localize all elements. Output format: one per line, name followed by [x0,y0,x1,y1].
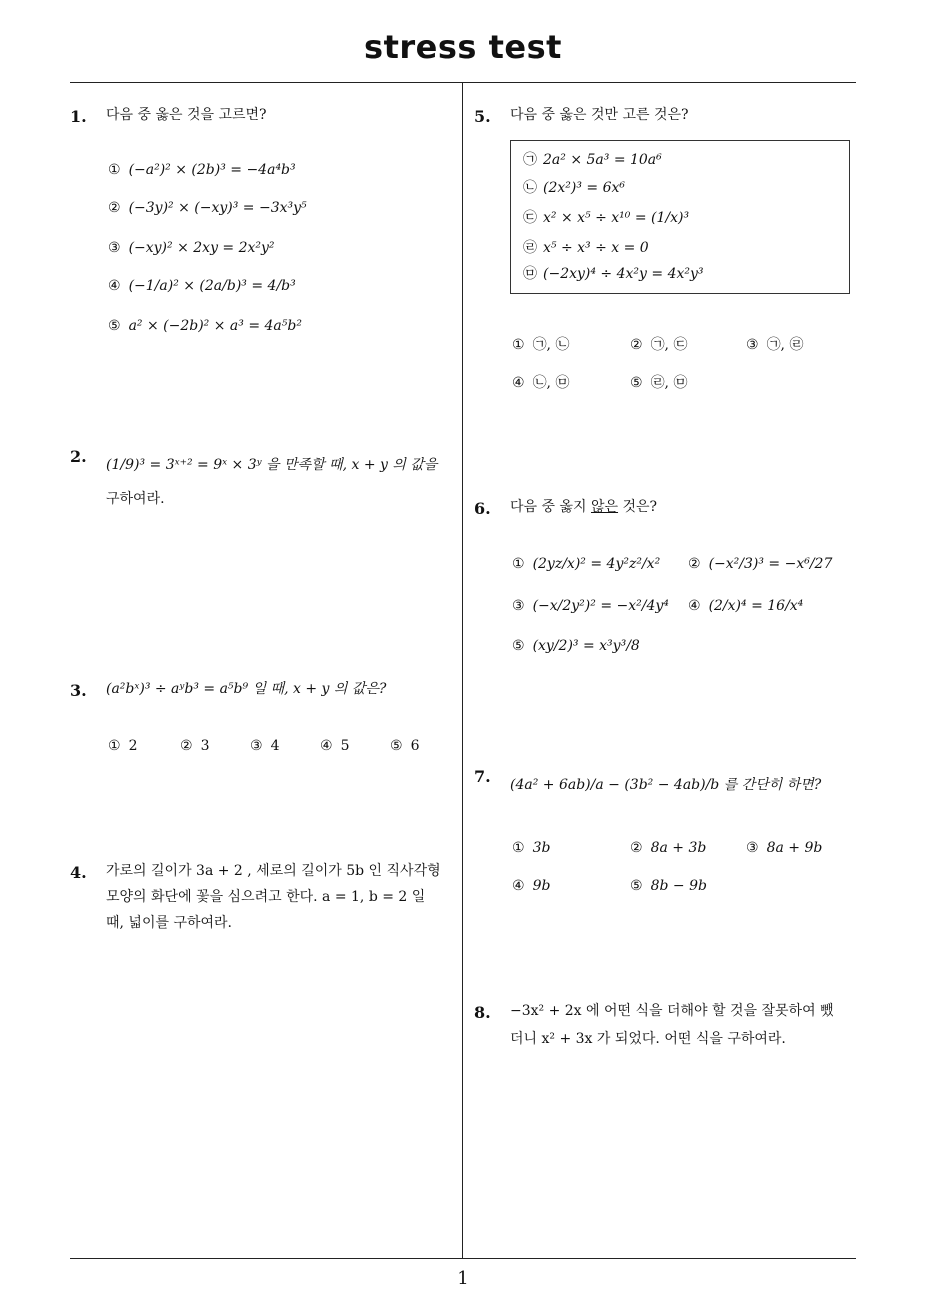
question-number: 6. [474,499,491,518]
option-value: 9b [532,878,551,894]
question-text-line-1: (1/9)³ = 3ˣ⁺² = 9ˣ × 3ʸ 을 만족할 때, x + y 의 값을 [106,457,438,473]
option-expression: (−3y)² × (−xy)³ = −3x³y⁵ [128,200,307,216]
q5-option-1[interactable] [512,334,569,354]
question-text-line-3: 때, 넓이를 구하여라. [106,915,232,931]
question-text: (4a² + 6ab)/a − (3b² − 4ab)/b 를 간단히 하면? [510,777,822,793]
q7-option-4[interactable] [512,878,550,894]
statement-4 [523,237,649,257]
question-number: 1. [70,107,87,126]
option-value: ㉡, ㉤ [532,375,570,391]
option-marker: ④ [320,738,333,754]
q6-option-4[interactable] [688,598,803,614]
q5-option-5[interactable] [630,372,687,392]
option-marker: ① [108,738,121,754]
statement-marker: ㉣ [523,240,537,256]
option-marker: ④ [512,375,525,391]
question-text-post: 것은? [618,499,658,515]
option-expression: (−xy)² × 2xy = 2x²y² [128,240,275,256]
statement-5 [523,263,704,283]
option-marker: ④ [108,278,121,294]
question-text-line-1: −3x² + 2x 에 어떤 식을 더해야 할 것을 잘못하여 뺐 [510,1003,834,1019]
option-marker: ① [512,337,525,353]
statement-expression: x² × x⁵ ÷ x¹⁰ = (1/x)³ [543,210,690,226]
option-expression: (xy/2)³ = x³y³/8 [532,638,640,654]
statement-marker: ㉠ [523,152,537,168]
statement-expression: (−2xy)⁴ ÷ 4x²y = 4x²y³ [543,266,704,282]
q5-option-2[interactable] [630,334,687,354]
option-value: 2 [128,738,138,754]
q1-option-1[interactable] [108,162,296,178]
q5-option-3[interactable] [746,334,803,354]
option-marker: ① [512,840,525,856]
option-marker: ⑤ [630,878,643,894]
option-value: 3b [532,840,551,856]
option-value: 8a + 9b [766,840,823,856]
statement-1 [523,149,662,169]
top-rule [70,82,856,83]
option-marker: ③ [746,337,759,353]
option-value: 8b − 9b [650,878,707,894]
option-marker: ② [108,200,121,216]
q6-option-3[interactable] [512,598,669,614]
option-expression: (−x/2y²)² = −x²/4y⁴ [532,598,669,614]
option-marker: ② [688,556,701,572]
question-text-line-1: 가로의 길이가 3a + 2 , 세로의 길이가 5b 인 직사각형 [106,863,441,879]
option-marker: ⑤ [512,638,525,654]
question-1 [70,104,460,124]
option-marker: ③ [108,240,121,256]
question-number: 3. [70,681,87,700]
option-marker: ⑤ [108,318,121,334]
question-8 [474,1000,864,1060]
question-number: 7. [474,767,491,786]
emphasis-not: 않은 [590,499,619,515]
q7-option-3[interactable] [746,840,822,856]
question-6 [474,496,864,516]
page-number: 1 [457,1268,469,1289]
option-expression: (−a²)² × (2b)³ = −4a⁴b³ [128,162,296,178]
question-text-pre: 다음 중 옳지 [510,499,591,515]
question-7 [474,764,864,804]
option-expression: (−1/a)² × (2a/b)³ = 4/b³ [128,278,296,294]
question-2 [70,444,460,507]
option-marker: ③ [746,840,759,856]
option-marker: ⑤ [630,375,643,391]
option-marker: ② [630,337,643,353]
option-value: 8a + 3b [650,840,707,856]
statement-marker: ㉤ [523,266,537,282]
option-value: ㉠, ㉣ [766,337,804,353]
statement-3 [523,207,689,227]
option-marker: ⑤ [390,738,403,754]
q3-option-2[interactable] [180,738,209,754]
statement-expression: x⁵ ÷ x³ ÷ x = 0 [543,240,649,256]
option-expression: a² × (−2b)² × a³ = 4a⁵b² [128,318,302,334]
option-marker: ④ [512,878,525,894]
question-number: 5. [474,107,491,126]
option-marker: ② [630,840,643,856]
q3-option-3[interactable] [250,738,279,754]
statement-marker: ㉡ [523,180,537,196]
option-expression: (−x²/3)³ = −x⁶/27 [708,556,833,572]
option-value: 5 [340,738,350,754]
question-number: 2. [70,447,87,466]
q3-option-4[interactable] [320,738,349,754]
question-text: 다음 중 옳은 것만 고른 것은? [510,107,689,123]
bottom-rule [70,1258,856,1259]
option-marker: ① [108,162,121,178]
question-3 [70,678,460,698]
q1-option-2[interactable] [108,200,307,216]
question-text-line-2: 모양의 화단에 꽃을 심으려고 한다. a = 1, b = 2 일 [106,889,426,905]
q7-option-1[interactable] [512,840,550,856]
q3-option-1[interactable] [108,738,137,754]
question-number: 8. [474,1003,491,1022]
statement-expression: 2a² × 5a³ = 10a⁶ [543,152,662,168]
option-value: 4 [270,738,280,754]
q6-option-5[interactable] [512,638,640,654]
option-value: ㉠, ㉢ [650,337,688,353]
statement-marker: ㉢ [523,210,537,226]
statement-expression: (2x²)³ = 6x⁶ [543,180,625,196]
question-text [510,496,657,518]
question-text-line-2: 더니 x² + 3x 가 되었다. 어떤 식을 구하여라. [510,1031,786,1047]
column-divider [462,82,463,1259]
option-value: 6 [410,738,420,754]
option-value: 3 [200,738,210,754]
statement-2 [523,177,625,197]
option-marker: ④ [688,598,701,614]
option-marker: ③ [512,598,525,614]
question-4 [70,860,460,940]
option-expression: (2yz/x)² = 4y²z²/x² [532,556,661,572]
question-number: 4. [70,863,87,882]
option-marker: ① [512,556,525,572]
q1-option-3[interactable] [108,240,275,256]
question-text-line-2: 구하여라. [106,491,165,507]
document-title: stress test [364,28,562,66]
option-value: ㉣, ㉤ [650,375,688,391]
option-expression: (2/x)⁴ = 16/x⁴ [708,598,804,614]
q5-option-4[interactable] [512,372,569,392]
q1-option-4[interactable] [108,278,296,294]
q6-option-2[interactable] [688,556,832,572]
q7-option-2[interactable] [630,840,706,856]
statement-box [510,140,850,294]
option-marker: ② [180,738,193,754]
q6-option-1[interactable] [512,556,660,572]
option-marker: ③ [250,738,263,754]
question-5 [474,104,864,124]
question-text: (a²bˣ)³ ÷ aʸb³ = a⁵b⁹ 일 때, x + y 의 값은? [106,681,387,697]
q7-option-5[interactable] [630,878,707,894]
option-value: ㉠, ㉡ [532,337,570,353]
q3-option-5[interactable] [390,738,419,754]
q1-option-5[interactable] [108,318,302,334]
question-text: 다음 중 옳은 것을 고르면? [106,107,267,123]
